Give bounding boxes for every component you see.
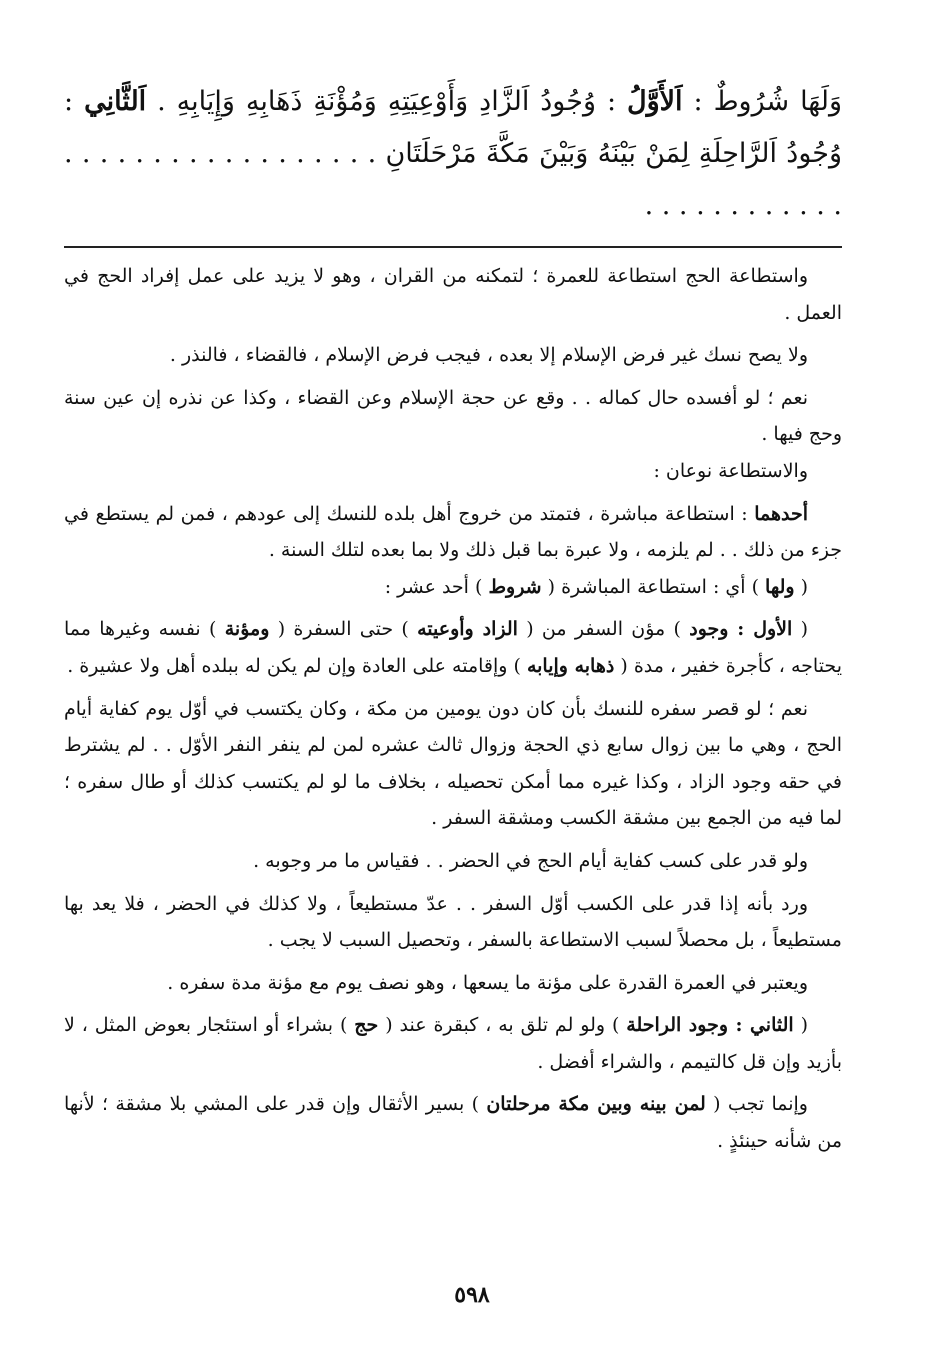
paragraph — [64, 1007, 842, 1080]
matn-segment: : وُجُودُ اَلرَّاحِلَةِ لِمَنْ بَيْنَهُ وَبَيْنَ مَكَّةَ مَرْحَلَتَانِ — [64, 86, 842, 169]
paragraph-text: ( — [792, 618, 809, 641]
bold-term: ولها — [765, 575, 795, 598]
paragraph: نعم ؛ لو أفسده حال كماله . . وقع عن حجة الإسلام وعن القضاء ، وكذا عن نذره إن عين سنة وحج فيها . — [64, 386, 842, 446]
bold-term: الأول : وجود — [689, 618, 793, 641]
paragraph — [64, 569, 842, 606]
paragraph-text: ) بشراء أو استئجار بعوض المثل ، لا بأزيد وإن قل كالتيمم ، والشراء أفضل . — [64, 1014, 842, 1073]
separator-rule — [64, 246, 842, 248]
paragraph-text: ) ولو لم تلق به ، كبقرة عند ( — [378, 1014, 627, 1037]
matn-heading-first: اَلأَوَّلُ — [627, 86, 683, 117]
paragraph: واستطاعة الحج استطاعة للعمرة ؛ لتمكنه من القران ، وهو لا يزيد على عمل إفراد الحج في العمل . — [64, 265, 842, 324]
paragraph — [64, 611, 842, 684]
paragraph-text: ) وإقامته على العادة وإن لم يكن له ببلده أهل ولا عشيرة . — [67, 654, 527, 677]
paragraph-text: ( — [794, 575, 808, 598]
paragraph-text: ) بسير الأثقال وإن قدر على المشي بلا مشقة ؛ لأنها من شأنه حينئذٍ . — [64, 1093, 842, 1153]
paragraph-text: ( — [793, 1014, 808, 1037]
matn-segment: وَلَهَا شُرُوطٌ : — [682, 86, 843, 117]
bold-term: أحدهما — [754, 502, 808, 525]
page-number: ٥٩٨ — [454, 1282, 490, 1308]
commentary — [64, 258, 842, 1160]
paragraph-text: ) مؤن السفر من ( — [517, 618, 690, 641]
paragraph: ويعتبر في العمرة القدرة على مؤنة ما يسعها ، وهو نصف يوم مع مؤنة مدة سفره . — [167, 971, 808, 994]
paragraph-text: ) نفسه وغيرها مما يحتاجه ، كأجرة خفير ، مدة ( — [64, 618, 842, 677]
bold-term: ذهابه وإيابه — [526, 654, 615, 677]
bold-term: ومؤنة — [224, 618, 270, 641]
bold-term: حج — [354, 1014, 379, 1037]
paragraph: نعم ؛ لو قصر سفره للنسك بأن كان دون يومين من مكة ، وكان يكتسب في أوّل يوم كفاية أيام الحج ، وهي ما بين زوال سابع ذي الحجة وزوال ثالث عشره لمن لم ينفر النفر الأوّل . . لم يشترط في حقه وجود الزاد ، وكذا غيره مما أمكن تحصيله ، بخلاف ما لو لم يكتسب كذلك أو طال سفره ؛ لما فيه من الجمع بين مشقة الكسب ومشقة السفر . — [64, 697, 842, 830]
paragraph-text: ) أي : استطاعة المباشرة ( — [541, 575, 766, 598]
paragraph: ولا يصح نسك غير فرض الإسلام إلا بعده ، فيجب فرض الإسلام ، فالقضاء ، فالنذر . — [169, 344, 808, 367]
paragraph: ولو قدر على كسب كفاية أيام الحج في الحضر . . فقياس ما مر وجوبه . — [253, 849, 808, 872]
bold-term: الثاني : وجود الراحلة — [626, 1014, 794, 1037]
matn-heading-second: اَلثَّانِي — [84, 86, 147, 117]
matn-text — [64, 76, 842, 232]
bold-term: الزاد وأوعيته — [417, 618, 518, 641]
paragraph-text: وإنما تجب ( — [705, 1093, 808, 1116]
paragraph — [64, 496, 842, 569]
matn-segment: : وُجُودُ اَلزَّادِ وَأَوْعِيَتِهِ وَمُؤْنَةِ ذَهَابِهِ وَإِيَابِهِ . — [146, 86, 627, 117]
paragraph: ورد بأنه إذا قدر على الكسب أوّل السفر . . عدّ مستطيعاً ، ولا كذلك في الحضر ، فلا يعد بها مستطيعاً ، بل محصلاً لسبب الاستطاعة بالسفر ، وتحصيل السبب لا يجب . — [64, 892, 842, 952]
bold-term: شروط — [488, 575, 542, 598]
bold-term: لمن بينه وبين مكة مرحلتان — [486, 1093, 706, 1116]
paragraph-text: ) أحد عشر : — [384, 575, 489, 598]
paragraph: والاستطاعة نوعان : — [653, 459, 808, 482]
matn-dots: . . . . . . . . . . . . . . . . . . . . . . . . . . . . . . — [64, 138, 842, 221]
paragraph-text: : استطاعة مباشرة ، فتمتد من خروج أهل بلده للنسك إلى عودهم ، فمن لم يستطع في جزء من ذلك . . لم يلزمه ، ولا عبرة بما قبل ذلك ولا بما بعده لتلك السنة . — [64, 502, 842, 562]
paragraph-text: ) حتى السفرة ( — [269, 618, 418, 641]
paragraph — [64, 1086, 842, 1159]
